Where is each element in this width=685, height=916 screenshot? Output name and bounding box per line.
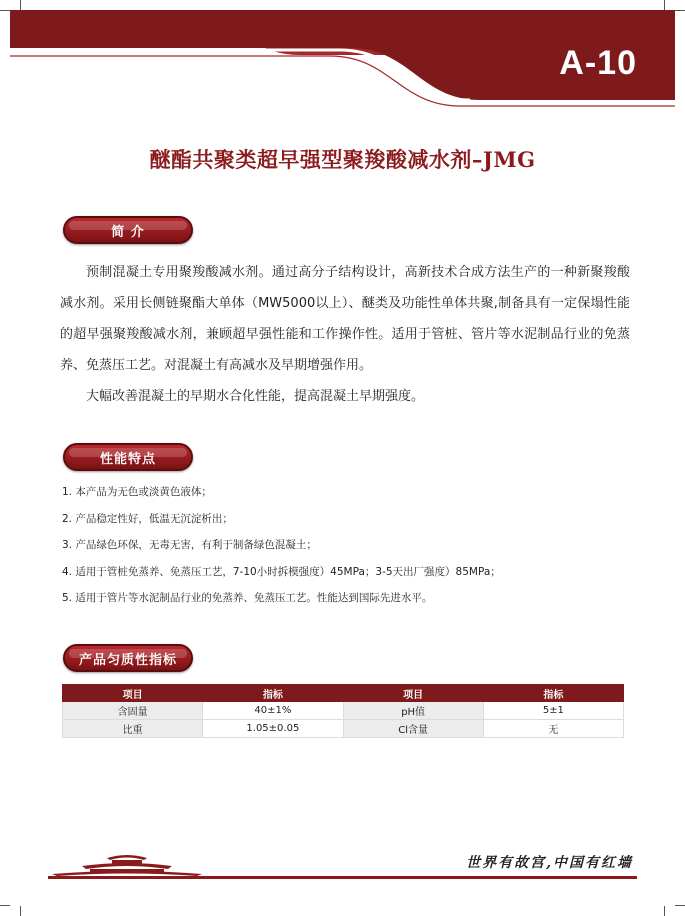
section-label-text: 简 介 — [111, 224, 145, 240]
table-cell: pH值 — [343, 702, 483, 720]
table-cell: 5±1 — [483, 702, 623, 720]
crop-mark — [675, 905, 685, 906]
table-cell: 无 — [483, 720, 623, 738]
table-cell: 比重 — [63, 720, 203, 738]
section-label-features — [63, 443, 193, 471]
table-row — [63, 702, 624, 720]
intro-paragraph: 大幅改善混凝土的早期水合化性能，提高混凝土早期强度。 — [86, 389, 425, 404]
table-header-cell: 项目 — [63, 685, 203, 702]
section-label-intro — [63, 216, 193, 244]
palace-roof-icon — [52, 852, 202, 878]
section-label-text: 产品匀质性指标 — [78, 652, 177, 668]
table-cell: 1.05±0.05 — [203, 720, 343, 738]
list-item: 2. 产品稳定性好，低温无沉淀析出； — [62, 512, 233, 525]
list-item: 4. 适用于管桩免蒸养、免蒸压工艺，7-10小时拆模强度）45MPa；3-5天出厂强度）85MPa； — [62, 565, 501, 578]
table-header-row — [63, 685, 624, 702]
table-header-cell: 指标 — [483, 685, 623, 702]
crop-mark — [664, 906, 665, 916]
crop-mark — [20, 906, 21, 916]
intro-paragraph: 预制混凝土专用聚羧酸减水剂。通过高分子结构设计，高新技术合成方法生产的一种新聚羧酸减水剂。采用长侧链聚酯大单体（MW5000以上）、醚类及功能性单体共聚,制备具有一定保塌性能的超早强聚羧酸减水剂，兼顾超早强性能和工作操作性。适用于管桩、管片等水泥制品行业的免蒸养、免蒸压工艺。对混凝土有高减水及早期增强作用。 — [60, 265, 630, 373]
product-code: A-10 — [559, 44, 637, 82]
spec-table — [62, 684, 624, 738]
page-title: 醚酯共聚类超早强型聚羧酸减水剂–JMG — [149, 147, 536, 172]
list-item: 1. 本产品为无色或淡黄色液体； — [62, 486, 212, 498]
crop-mark — [0, 905, 10, 906]
list-item: 5. 适用于管片等水泥制品行业的免蒸养、免蒸压工艺。性能达到国际先进水平。 — [62, 592, 433, 604]
table-cell: 含固量 — [63, 702, 203, 720]
section-label-text: 性能特点 — [99, 451, 156, 467]
footer-slogan: 世界有故宫,中国有红墙 — [466, 855, 633, 871]
table-row — [63, 720, 624, 738]
table-header-cell: 指标 — [203, 685, 343, 702]
features-list — [62, 484, 642, 617]
intro-text — [60, 257, 630, 412]
table-cell: Cl含量 — [343, 720, 483, 738]
footer-divider — [48, 876, 637, 879]
table-header-cell: 项目 — [343, 685, 483, 702]
section-label-spec — [63, 644, 193, 672]
table-cell: 40±1% — [203, 702, 343, 720]
list-item: 3. 产品绿色环保，无毒无害，有利于制备绿色混凝土； — [62, 539, 317, 551]
